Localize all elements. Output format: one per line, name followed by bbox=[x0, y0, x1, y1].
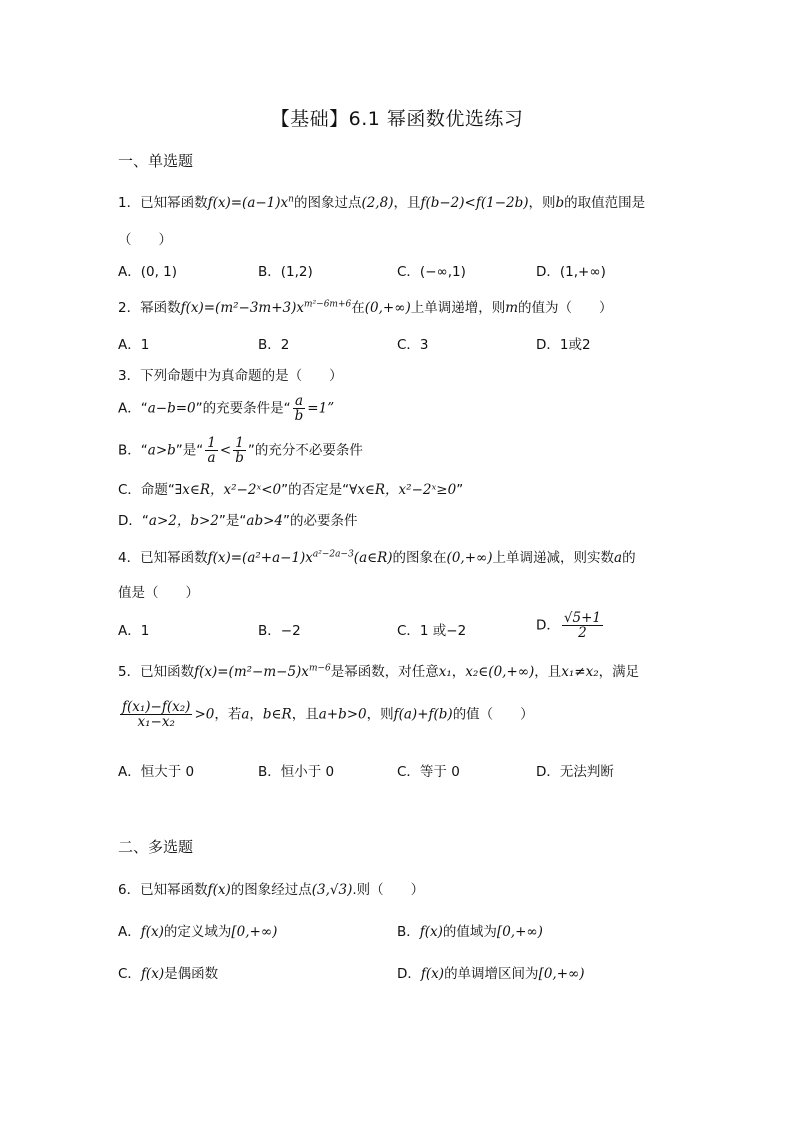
question-5-continuation: $\frac{\text{f(x₁)−f(x₂)}}{\text{x₁−x₂}}$ >0，若a，b∈R，且a+b>0，则f(a)+f(b)的值（ ） bbox=[122, 699, 534, 730]
q4-option-d[interactable]: D． $\frac{√5+1}{2}$ bbox=[536, 610, 601, 641]
q5-option-a[interactable]: A．恒大于 0 bbox=[118, 764, 195, 780]
q6-option-c[interactable]: C．f(x)是偶函数 bbox=[118, 966, 219, 982]
q2-option-c[interactable]: C．3 bbox=[397, 337, 429, 353]
q4-option-b[interactable]: B．−2 bbox=[258, 623, 301, 639]
question-4-continuation: 值是（ ） bbox=[118, 585, 199, 601]
q3-option-b[interactable]: B．“a>b”是“ $\frac{1}{a}$ < $\frac{1}{b}$ ”的充分不必要条件 bbox=[118, 435, 363, 466]
q2-option-d[interactable]: D．1或2 bbox=[536, 337, 591, 353]
question-4-stem: 4．已知幂函数$f(x)=(a^2+a-1)x^{a^2-2a-3}(a\in R)$的图象在(0,+∞)上单调递减，则实数a的 bbox=[118, 549, 636, 566]
q4-option-a[interactable]: A．1 bbox=[118, 623, 150, 639]
q2-option-b[interactable]: B．2 bbox=[258, 337, 290, 353]
fraction: $\frac{√5+1}{2}$ bbox=[563, 610, 601, 641]
q1-option-c[interactable]: C．(−∞,1) bbox=[397, 264, 466, 280]
q3-option-d[interactable]: D．“a>2，b>2”是“ab>4”的必要条件 bbox=[118, 513, 358, 529]
q6-option-a[interactable]: A．f(x)的定义域为[0,+∞) bbox=[118, 924, 278, 940]
fraction: $\frac{1}{a}$ bbox=[207, 435, 216, 466]
q5-option-d[interactable]: D．无法判断 bbox=[536, 764, 614, 780]
fraction: $\frac{a}{b}$ bbox=[294, 393, 304, 424]
q2-option-a[interactable]: A．1 bbox=[118, 337, 150, 353]
q3-option-a[interactable]: A．“a−b=0”的充要条件是“ $\frac{a}{b}$ =1” bbox=[118, 393, 335, 424]
page-title: 【基础】6.1 幂函数优选练习 bbox=[270, 108, 524, 130]
q5-option-c[interactable]: C．等于 0 bbox=[397, 764, 460, 780]
question-2-stem: 2．幂函数$f(x)=(m^2-3m+3)x^{m^2-6m+6}$在(0,+∞)上单调递增，则m的值为（ ） bbox=[118, 299, 613, 316]
section-heading-multiple-choice: 二、多选题 bbox=[118, 838, 194, 856]
fraction: $\frac{1}{b}$ bbox=[235, 435, 244, 466]
question-1-paren: （ ） bbox=[118, 232, 172, 248]
q1-option-d[interactable]: D．(1,+∞) bbox=[536, 264, 606, 280]
q5-option-b[interactable]: B．恒小于 0 bbox=[258, 764, 335, 780]
fraction: $\frac{\text{f(x₁)−f(x₂)}}{\text{x₁−x₂}}$ bbox=[122, 699, 191, 730]
q6-option-d[interactable]: D．f(x)的单调增区间为[0,+∞) bbox=[397, 966, 585, 982]
question-3-stem: 3．下列命题中为真命题的是（ ） bbox=[118, 368, 343, 384]
question-5-stem: 5．已知函数$f(x)=(m^2-m-5)x^{m-6}$是幂函数，对任意x₁，x₂∈(0,+∞)，且x₁≠x₂，满足 bbox=[118, 663, 640, 680]
question-6-stem: 6．已知幂函数f(x)的图象经过点(3,√3).则（ ） bbox=[118, 882, 425, 898]
section-heading-single-choice: 一、单选题 bbox=[118, 152, 194, 170]
q1-option-b[interactable]: B．(1,2) bbox=[258, 264, 313, 280]
q3-option-c[interactable]: C．命题“∃x∈R，x²−2ˣ<0”的否定是“∀x∈R，x²−2ˣ≥0” bbox=[118, 482, 464, 498]
q4-option-c[interactable]: C．1 或−2 bbox=[397, 623, 467, 639]
q1-option-a[interactable]: A．(0, 1) bbox=[118, 264, 178, 280]
q6-option-b[interactable]: B．f(x)的值域为[0,+∞) bbox=[397, 924, 543, 940]
question-1-stem: 1．已知幂函数$f(x)=(a-1)x^n$的图象过点(2,8)，且f(b−2)<f(1−2b)，则b的取值范围是 bbox=[118, 194, 646, 211]
